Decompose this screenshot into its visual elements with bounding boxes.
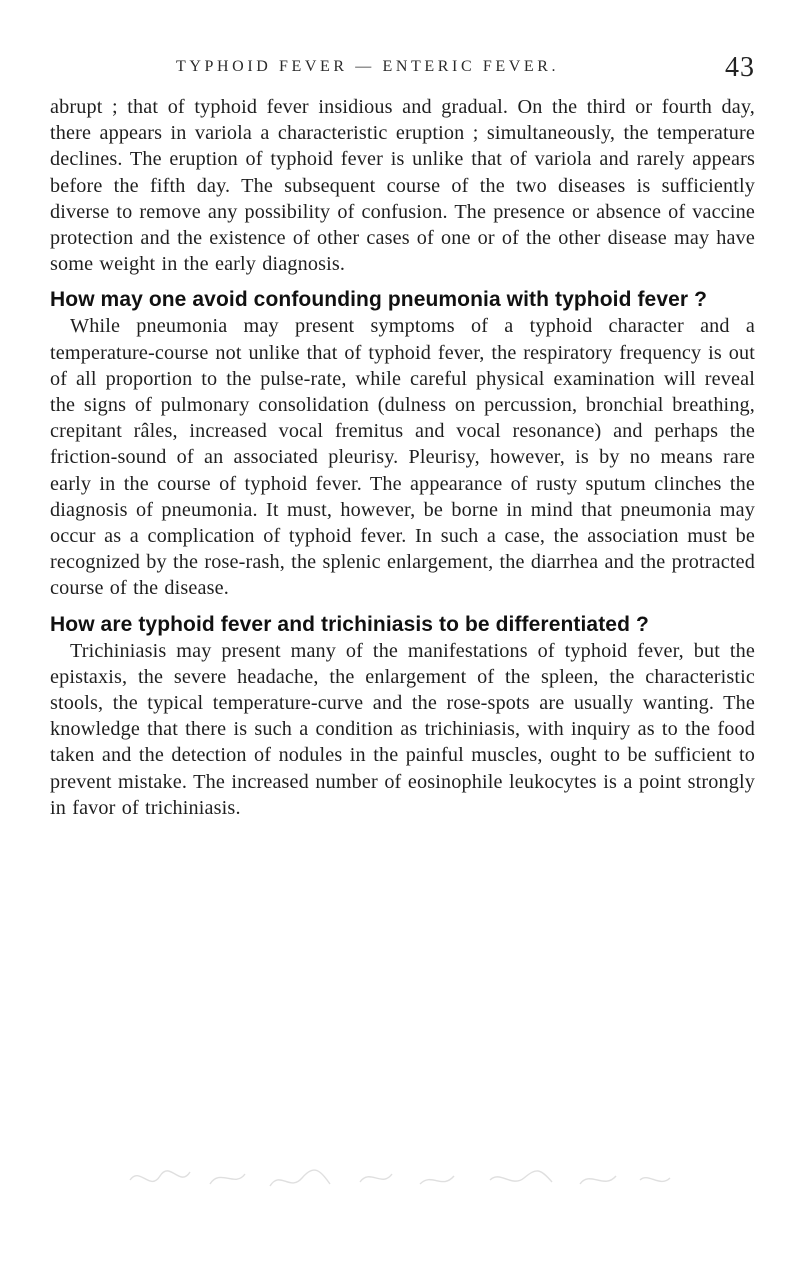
book-page — [50, 52, 755, 821]
page-number: 43 — [725, 52, 755, 83]
paragraph-trichiniasis-answer: Trichiniasis may present many of the manifestations of typhoid fever, but the epistaxis, the severe headache, the enlargement of the spleen, the characteristic stools, the typical temperature-curve and the rose-spots are usually wanting. The knowledge that there is such a condition as trichiniasis, with inquiry as to the food taken and the detection of nodules in the painful muscles, ought to be sufficient to prevent mistake. The increased number of eosinophile leukocytes is a point strongly in favor of trichiniasis. — [50, 639, 755, 819]
question-trichiniasis: How are typhoid fever and trichiniasis to be differentiated ? — [50, 612, 649, 636]
paragraph-variola-comparison: abrupt ; that of typhoid fever insidious and gradual. On the third or fourth day, there appears in variola a characteristic eruption ; simultaneously, the temperature declines. The eruption of typhoid fever is unlike that of variola and rarely appears before the fifth day. The subsequent course of the two diseases is sufficiently diverse to remove any possibility of confusion. The presence or absence of vaccine protection and the existence of other cases of one or of the other disease may have some weight in the early diagnosis. — [50, 96, 755, 276]
paragraph-pneumonia-answer: While pneumonia may present symptoms of a typhoid character and a temperature-course not unlike that of typhoid fever, the respiratory frequency is out of all proportion to the pulse-rate, while careful physical examination will reveal the signs of pulmonary consolidation (dulness on percussion, bronchial breathing, crepitant râles, increased vocal fremitus and vocal resonance) and perhaps the friction-sound of an associated pleurisy. Pleurisy, however, is by no means rare early in the course of typhoid fever. The appearance of rusty sputum clinches the diagnosis of pneumonia. It must, however, be borne in mind that pneumonia may occur as a complication of typhoid fever. In such a case, the association must be recognized by the rose-rash, the splenic enlargement, the diarrhea and the protracted course of the disease. — [50, 315, 755, 600]
question-pneumonia: How may one avoid confounding pneumonia with typhoid fever ? — [50, 288, 708, 312]
running-title: TYPHOID FEVER — ENTERIC FEVER. — [176, 58, 560, 75]
running-head — [50, 52, 755, 94]
bleed-through-handwriting — [120, 1158, 680, 1198]
